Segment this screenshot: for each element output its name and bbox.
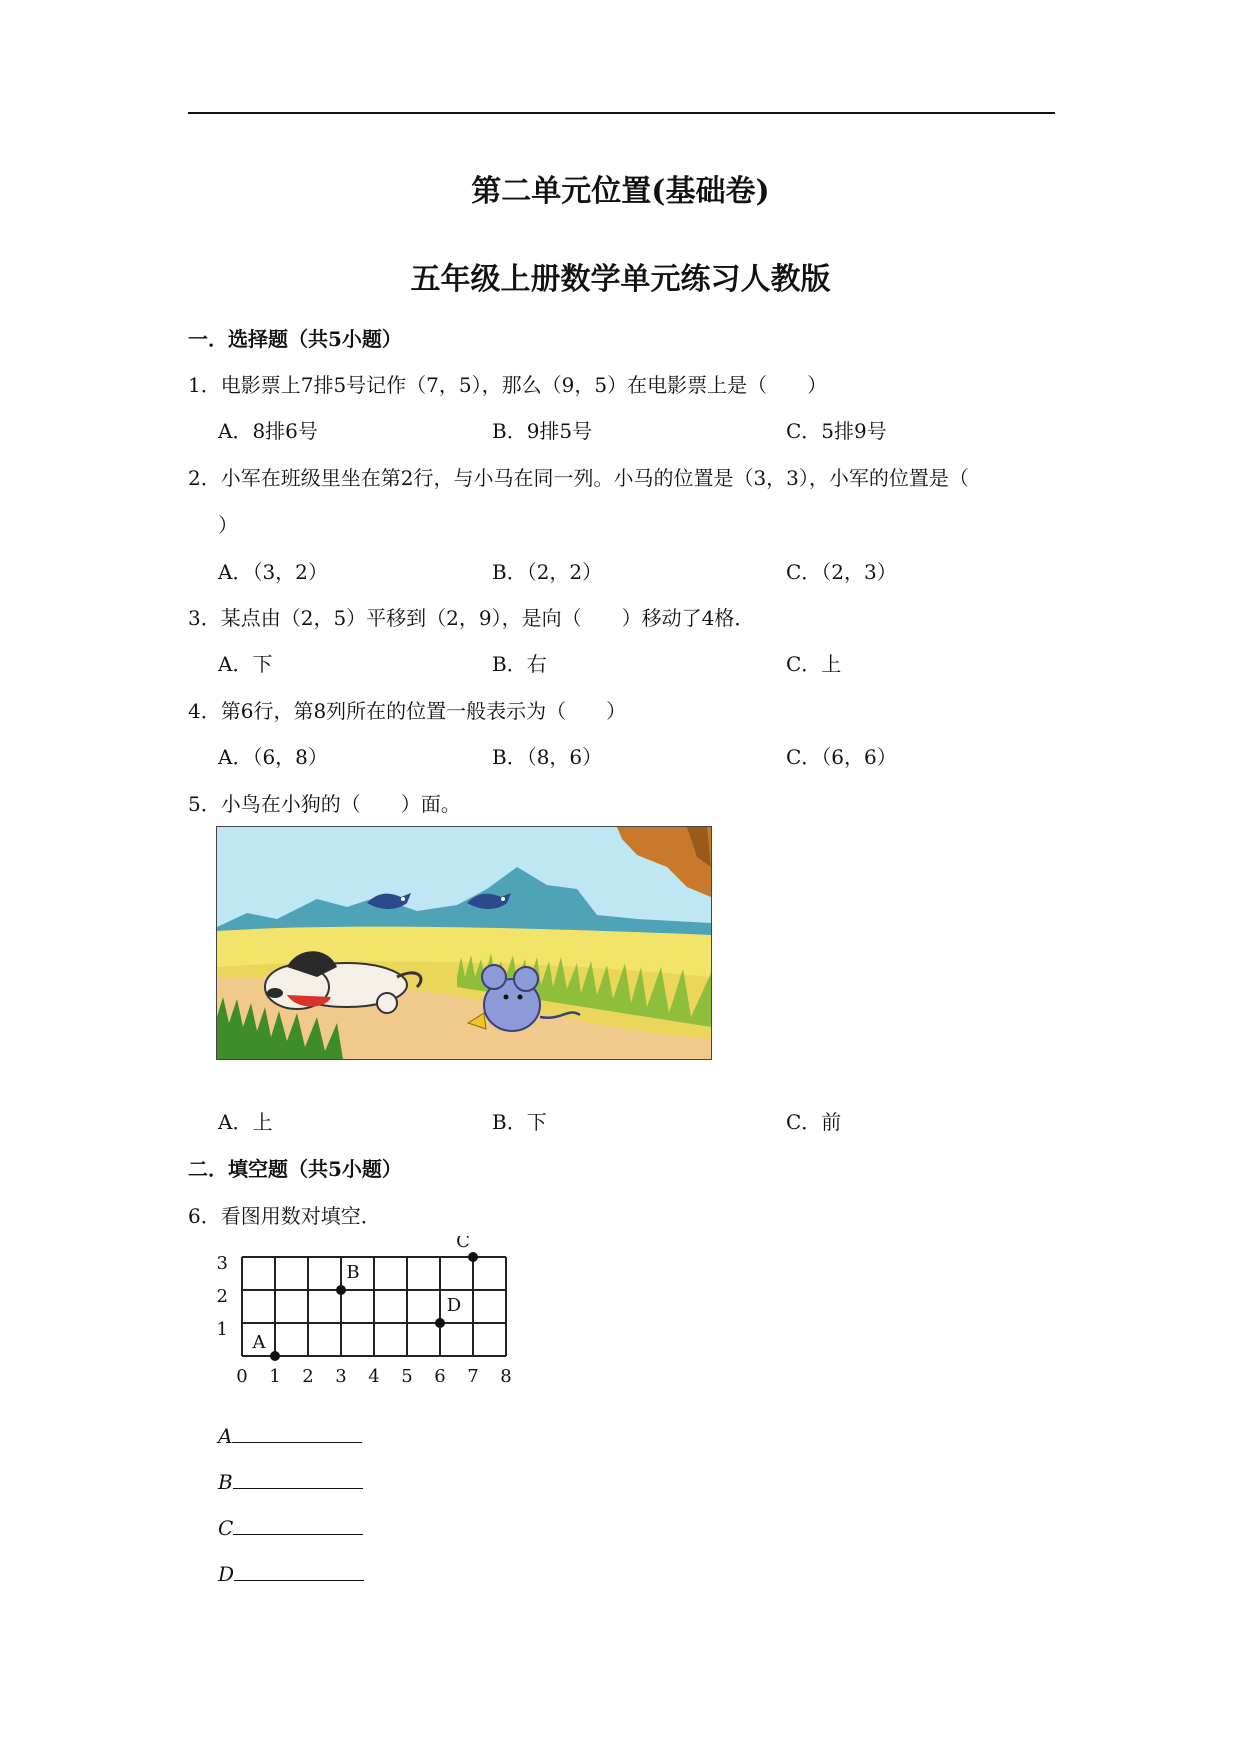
q5-option-a: A．上 (218, 1110, 273, 1134)
grid-point-b (336, 1285, 346, 1295)
q4-option-c: C．（6，6） (786, 745, 897, 769)
question-2-cont: ） (218, 513, 238, 537)
grid-point-a (270, 1351, 280, 1361)
y-tick-label: 2 (216, 1286, 228, 1307)
q3-option-b: B．右 (492, 652, 547, 676)
q2-option-a: A．（3，2） (218, 560, 328, 584)
x-tick-label: 6 (434, 1366, 446, 1387)
question-3: 3．某点由（2，5）平移到（2，9），是向（ ）移动了4格． (188, 606, 755, 630)
y-tick-label: 1 (216, 1319, 228, 1340)
q3-option-a: A．下 (218, 652, 273, 676)
coordinate-grid-figure (210, 1236, 520, 1392)
q4-option-a: A．（6，8） (218, 745, 328, 769)
answer-blank-b: B (218, 1470, 363, 1494)
x-tick-label: 0 (236, 1366, 248, 1387)
grid-point-label-b: B (346, 1262, 360, 1283)
section-heading-choice: 一．选择题（共5小题） (188, 327, 402, 351)
q5-option-c: C．前 (786, 1110, 842, 1134)
answer-line-d[interactable] (234, 1562, 364, 1581)
page-title: 第二单元位置(基础卷) (471, 174, 770, 209)
grid-point-label-d: D (446, 1295, 462, 1316)
answer-blank-a: A (218, 1424, 362, 1448)
answer-line-a[interactable] (232, 1424, 362, 1443)
question-6: 6．看图用数对填空． (188, 1204, 381, 1228)
q4-option-b: B．（8，6） (492, 745, 603, 769)
grid-point-label-c: C (456, 1236, 470, 1252)
answer-line-b[interactable] (233, 1470, 363, 1489)
grid-point-c (468, 1252, 478, 1262)
y-tick-label: 3 (216, 1253, 228, 1274)
grid-point-d (435, 1318, 445, 1328)
x-tick-label: 3 (335, 1366, 347, 1387)
bird-dog-mouse-illustration (216, 826, 712, 1060)
question-4: 4．第6行，第8列所在的位置一般表示为（ ） (188, 699, 627, 723)
x-tick-label: 1 (269, 1366, 281, 1387)
q1-option-b: B．9排5号 (492, 419, 593, 443)
q3-option-c: C．上 (786, 652, 842, 676)
x-tick-label: 7 (467, 1366, 479, 1387)
x-tick-label: 2 (302, 1366, 314, 1387)
q1-option-c: C．5排9号 (786, 419, 887, 443)
x-tick-label: 5 (401, 1366, 413, 1387)
answer-blank-c: C (218, 1516, 363, 1540)
header-rule (188, 112, 1055, 114)
grid-point-label-a: A (252, 1332, 266, 1353)
x-tick-label: 4 (368, 1366, 380, 1387)
question-5: 5．小鸟在小狗的（ ）面。 (188, 792, 461, 816)
section-heading-fill: 二．填空题（共5小题） (188, 1157, 402, 1181)
q5-option-b: B．下 (492, 1110, 547, 1134)
question-2: 2．小军在班级里坐在第2行，与小马在同一列。小马的位置是（3，3），小军的位置是（ (188, 466, 969, 490)
answer-line-c[interactable] (233, 1516, 363, 1535)
answer-blank-d: D (218, 1562, 364, 1586)
q2-option-b: B．（2，2） (492, 560, 603, 584)
question-1: 1．电影票上7排5号记作（7，5），那么（9，5）在电影票上是（ ） (188, 373, 828, 397)
q2-option-c: C．（2，3） (786, 560, 897, 584)
x-tick-label: 8 (500, 1366, 512, 1387)
page-subtitle: 五年级上册数学单元练习人教版 (410, 262, 831, 297)
q1-option-a: A．8排6号 (218, 419, 318, 443)
